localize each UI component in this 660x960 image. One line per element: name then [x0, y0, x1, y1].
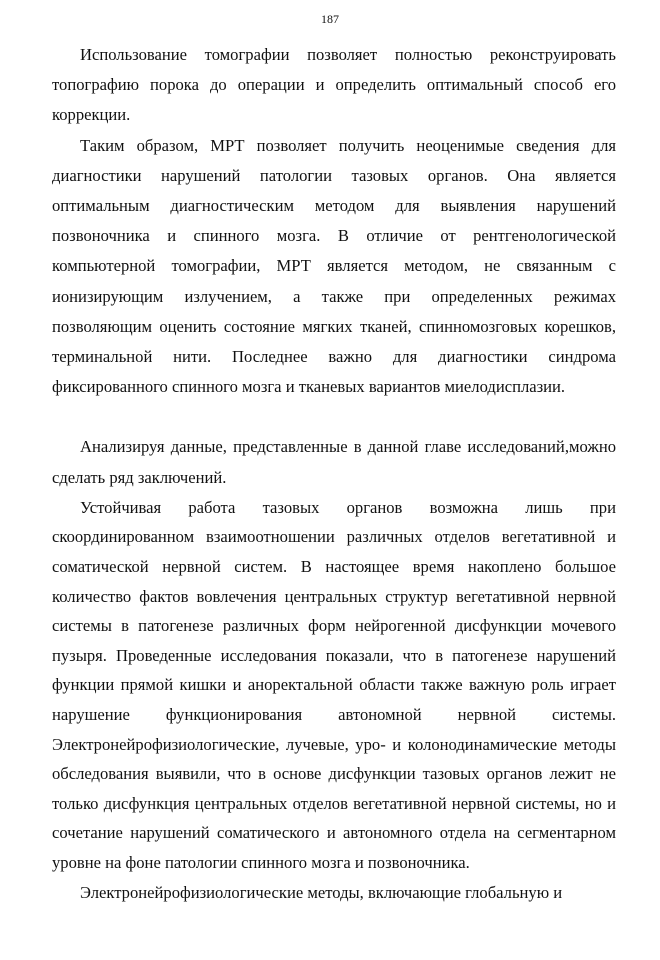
paragraph-gap: [52, 402, 616, 432]
paragraph-mri-summary: Таким образом, МРТ позволяет получить неоценимые сведения для диагностики нарушений патологии тазовых органов. Она является оптимальным диагностическим методом для выявления нарушений позвоночника и спинного мозга. В отличие от рентгенологической компьютерной томографии, МРТ является методом, не связанным с ионизирующим излучением, а также при определенных режимах позволяющим оценить состояние мягких тканей, спинномозговых корешков, терминальной нити. Последнее важно для диагностики синдрома фиксированного спинного мозга и тканевых вариантов миелодисплазии.: [52, 135, 616, 397]
paragraph-electrophysiology: Электронейрофизиологические методы, включающие глобальную и: [80, 882, 563, 902]
text-body: [52, 40, 616, 908]
paragraph-analysis-intro: Анализируя данные, представленные в данной главе исследований,можно сделать ряд заключений.: [52, 437, 616, 487]
paragraph-tomography: Использование томографии позволяет полностью реконструировать топографию порока до операции и определить оптимальный способ его коррекции.: [52, 45, 616, 125]
page-number: 187: [321, 12, 339, 26]
paragraph-pelvic-organs: Устойчивая работа тазовых органов возможна лишь при скоординированном взаимоотношении различных отделов вегетативной и соматической нервной систем. В настоящее время накоплено большое количество фактов вовлечения центральных структур вегетативной нервной системы в патогенезе различных форм нейрогенной дисфункции мочевого пузыря. Проведенные исследования показали, что в патогенезе нарушений функции прямой кишки и аноректальной области также важную роль играет нарушение функционирования автономной нервной системы. Электронейрофизиологические, лучевые, уро- и колонодинамические методы обследования выявили, что в основе дисфункции тазовых органов лежит не только дисфункция центральных отделов вегетативной нервной системы, но и сочетание нарушений соматического и автономного отдела на сегментарном уровне на фоне патологии спинного мозга и позвоночника.: [52, 497, 616, 872]
